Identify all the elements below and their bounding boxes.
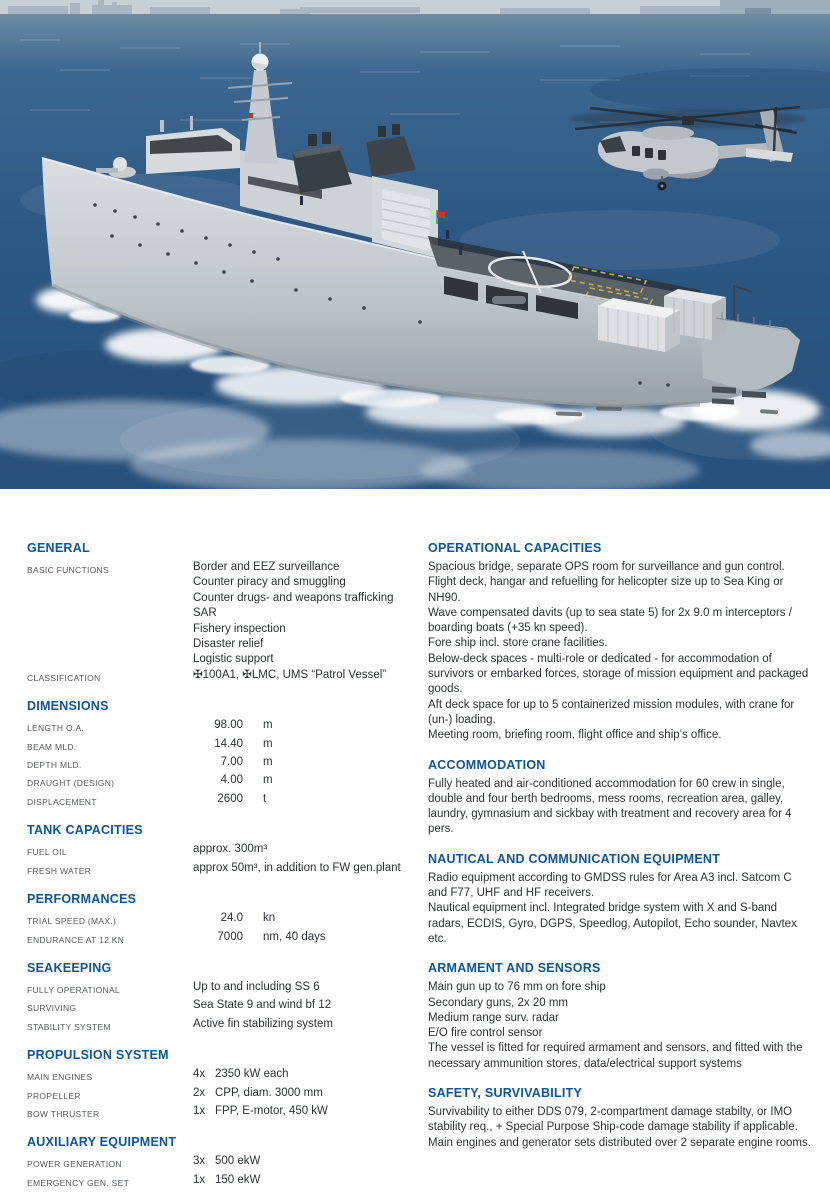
paragraph: Fully heated and air-conditioned accommodation for 60 crew in single, double and four berth bedrooms, mess rooms, recreation area, galley, laundry, gymnasium and sickbay with treatment and recovery area for 4 pers. [428, 777, 792, 836]
spec-line: 2350 kW each [215, 1068, 289, 1081]
section-dimensions [27, 699, 417, 810]
spec-line: Border and EEZ surveillance [193, 561, 340, 573]
spec-unit: m [263, 719, 273, 732]
section-performances [27, 892, 417, 948]
paragraph: Aft deck space for up to 5 containerized mission modules, with crane for (un-) loading. [428, 698, 795, 726]
spec-line: Sea State 9 and wind bf 12 [193, 999, 332, 1012]
spec-qty: 3x [193, 1155, 206, 1168]
paragraph: Secondary guns, 2x 20 mm [428, 996, 568, 1009]
spec-line: 150 ekW [215, 1173, 261, 1186]
spec-value: 7000 [217, 930, 243, 943]
spec-label: CLASSIFICATION [27, 672, 101, 683]
section-title: SEAKEEPING [27, 960, 112, 975]
spec-line: SAR [193, 607, 217, 620]
spec-value: 98.00 [214, 719, 243, 732]
spec-row [27, 1017, 417, 1035]
spec-unit: kn [263, 912, 276, 925]
section-title: GENERAL [27, 541, 90, 555]
spec-label: DRAUGHT (DESIGN) [27, 778, 115, 789]
section-title: TANK CAPACITIES [27, 823, 143, 838]
spec-line: ✠100A1, ✠LMC, UMS “Patrol Vessel” [193, 668, 387, 681]
spec-qty: 1x [193, 1173, 206, 1186]
spec-qty: 2x [193, 1086, 206, 1099]
spec-unit: nm, 40 days [263, 930, 326, 943]
spec-row [27, 1086, 417, 1104]
spec-label: MAIN ENGINES [27, 1072, 93, 1083]
paragraph: Fore ship incl. store crane facilities. [428, 637, 608, 650]
spec-unit: m [263, 756, 273, 769]
spec-label: STABILITY SYSTEM [27, 1021, 111, 1032]
spec-qty: 1x [193, 1104, 206, 1117]
spec-row [27, 911, 417, 929]
vessel-render-image [0, 0, 830, 489]
spec-value: 24.0 [220, 912, 243, 925]
spec-label: PROPELLER [27, 1090, 81, 1101]
paragraph: Nautical equipment incl. Integrated bridge system with X and S-band radars, ECDIS, Gyro, DGPS, Speedlog, Autopilot, Echo sounder, Navtex etc. [428, 902, 797, 945]
spec-row [27, 792, 417, 810]
section-nautical-communication [428, 852, 814, 947]
spec-row [27, 842, 417, 860]
spec-label: DEPTH MLD. [27, 760, 82, 771]
paragraph: Flight deck, hangar and refuelling for helicopter size up to Sea King or NH90. [428, 576, 784, 604]
spec-value: 4.00 [220, 774, 243, 787]
spec-row [27, 998, 417, 1016]
section-accommodation [428, 758, 814, 838]
spec-label: EMERGENCY GEN. SET [27, 1177, 130, 1188]
paragraph: Spacious bridge, separate OPS room for surveillance and gun control. [428, 561, 785, 573]
spec-label: ENDURANCE AT 12 KN [27, 934, 125, 945]
spec-label: BEAM MLD. [27, 741, 77, 752]
spec-value: 2600 [217, 792, 243, 805]
section-tank-capacities [27, 823, 417, 879]
section-title: PROPULSION SYSTEM [27, 1048, 169, 1063]
spec-unit: t [263, 792, 267, 805]
spec-label: BOW THRUSTER [27, 1108, 100, 1119]
section-safety-survivability [428, 1086, 814, 1151]
spec-row [27, 737, 417, 755]
section-title: OPERATIONAL CAPACITIES [428, 541, 602, 555]
mast-flag [247, 113, 253, 118]
section-operational-capacities [428, 541, 814, 744]
paragraph: Meeting room, briefing room, flight office and ship’s office. [428, 729, 722, 742]
spec-label: FRESH WATER [27, 865, 92, 876]
spec-unit: m [263, 737, 273, 750]
vessel-render-svg [0, 0, 830, 489]
spec-label: POWER GENERATION [27, 1159, 122, 1170]
spec-line: 500 ekW [215, 1155, 261, 1168]
section-seakeeping [27, 961, 417, 1035]
spec-line: Logistic support [193, 653, 274, 666]
spec-row [27, 930, 417, 948]
spec-row [27, 773, 417, 791]
section-armament-sensors [428, 961, 814, 1072]
spec-line: Counter drugs- and weapons trafficking [193, 591, 394, 604]
spec-label: DISPLACEMENT [27, 796, 97, 807]
paragraph: Main gun up to 76 mm on fore ship [428, 981, 606, 994]
spec-line: Fishery inspection [193, 622, 286, 635]
spec-unit: m [263, 774, 273, 787]
section-title: ACCOMMODATION [428, 757, 546, 772]
spec-label: TRIAL SPEED (MAX.) [27, 916, 117, 927]
paragraph: E/O fire control sensor [428, 1027, 543, 1040]
spec-label: BASIC FUNCTIONS [27, 565, 109, 575]
spec-line: approx 50m³, in addition to FW gen.plant [193, 861, 401, 874]
section-title: ARMAMENT AND SENSORS [428, 961, 601, 976]
section-title: DIMENSIONS [27, 699, 109, 714]
paragraph: The vessel is fitted for required armament and sensors, and fitted with the necessary ammunition stores, data/electrical support systems [428, 1042, 803, 1070]
spec-row [27, 755, 417, 773]
spec-label: LENGTH O.A. [27, 723, 85, 734]
spec-line: Up to and including SS 6 [193, 980, 320, 993]
spec-qty: 4x [193, 1068, 206, 1081]
rhib-boat [492, 296, 526, 304]
paragraph: Wave compensated davits (up to sea state 5) for 2x 9.0 m interceptors / boarding boats (+35 kn speed). [428, 606, 792, 635]
spec-line: Counter piracy and smuggling [193, 576, 346, 589]
section-general [27, 541, 417, 686]
paragraph: Below-deck spaces - multi-role or dedicated - for accommodation of survivors or embarked forces, storage of mission equipment and packaged goods. [428, 652, 809, 696]
spec-value: 14.40 [214, 737, 243, 750]
spec-label: SURVIVING [27, 1003, 77, 1014]
spec-line: Active fin stabilizing system [193, 1017, 333, 1030]
section-propulsion [27, 1048, 417, 1122]
section-title: AUXILIARY EQUIPMENT [27, 1135, 177, 1150]
paragraph: Survivability to either DDS 079, 2-compartment damage stabilty, or IMO stability req., + Special Purpose Ship-code damage stability if applicable. [428, 1106, 798, 1134]
paragraph: Medium range surv. radar [428, 1011, 559, 1024]
spec-row [27, 1173, 417, 1191]
paragraph: Main engines and generator sets distributed over 2 separate engine rooms. [428, 1136, 811, 1149]
spec-line: approx. 300m³ [193, 843, 268, 856]
spec-line: Disaster relief [193, 638, 264, 651]
spec-row [27, 1104, 417, 1122]
spec-line: CPP, diam. 3000 mm [215, 1086, 323, 1099]
spec-row [27, 668, 417, 686]
spec-column-right [428, 541, 814, 1164]
spec-row [27, 861, 417, 879]
spec-line: FPP, E-motor, 450 kW [215, 1104, 328, 1117]
section-title: SAFETY, SURVIVABILITY [428, 1086, 583, 1101]
spec-row [27, 718, 417, 736]
spec-column-left [27, 541, 417, 1204]
spec-value: 7.00 [220, 756, 243, 769]
spec-row [27, 980, 417, 998]
paragraph: Radio equipment according to GMDSS rules for Area A3 incl. Satcom C and F77, UHF and HF receivers. [428, 871, 792, 900]
ensign-flag [437, 212, 445, 218]
spec-label: FUEL OIL [27, 847, 67, 858]
spec-row [27, 1067, 417, 1085]
spec-label: FULLY OPERATIONAL [27, 984, 120, 995]
section-auxiliary [27, 1135, 417, 1191]
spec-value-lines [193, 560, 417, 668]
spec-row [27, 1154, 417, 1172]
section-title: PERFORMANCES [27, 892, 137, 907]
section-title: NAUTICAL AND COMMUNICATION EQUIPMENT [428, 851, 721, 866]
spec-row [27, 560, 417, 668]
